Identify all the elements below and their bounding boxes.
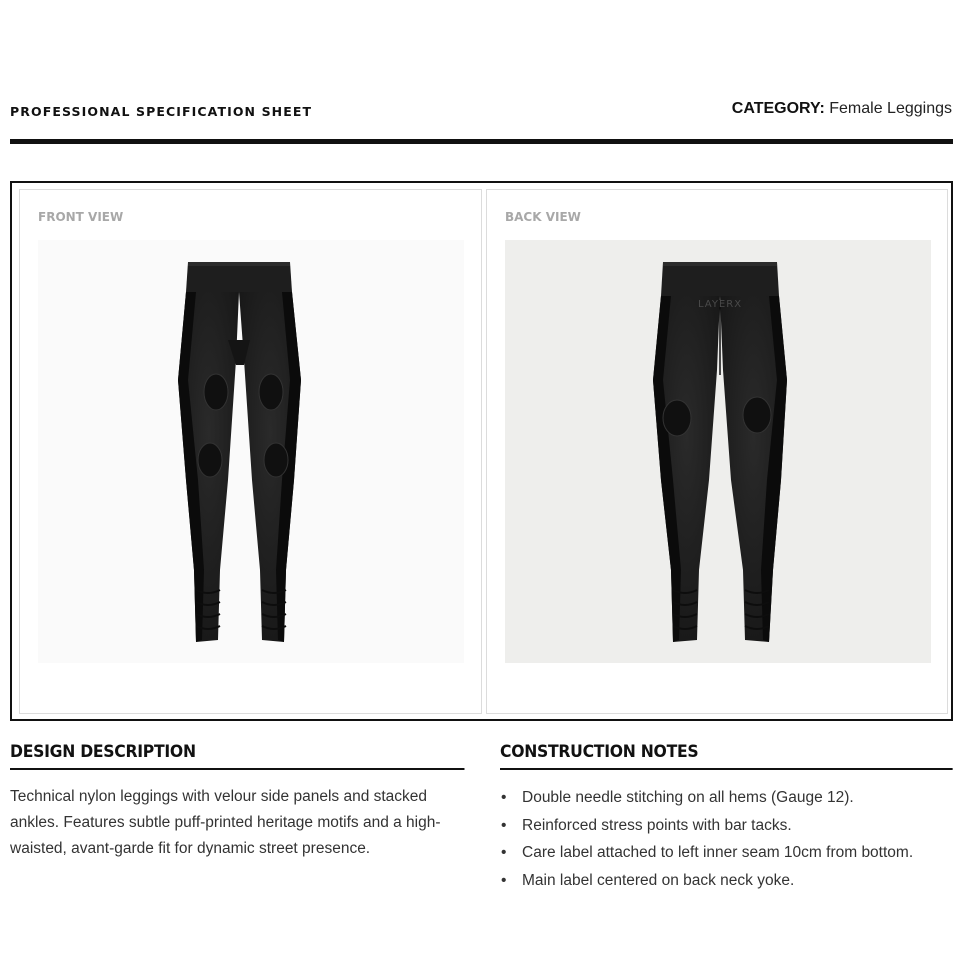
views-frame — [10, 181, 953, 721]
design-description-text: Technical nylon leggings with velour side panels and stacked ankles. Features subtle puff-printed heritage motifs and a high-waisted, avant-garde fit for dynamic street presence. — [10, 788, 441, 857]
front-view-panel — [19, 189, 482, 714]
back-view-panel — [486, 189, 948, 714]
construction-notes-heading: CONSTRUCTION NOTES — [500, 742, 953, 770]
front-view-image — [38, 240, 464, 663]
sheet-header — [10, 98, 952, 122]
back-view-image — [505, 240, 931, 663]
construction-note: • Double needle stitching on all hems (Gauge 12). — [500, 784, 953, 812]
category-field — [732, 100, 952, 118]
leggings-back-illustration — [505, 240, 931, 663]
design-description-section — [10, 742, 465, 862]
design-description-heading: DESIGN DESCRIPTION — [10, 742, 465, 770]
header-divider — [10, 139, 953, 144]
category-label: CATEGORY: — [731, 100, 825, 117]
document-title: PROFESSIONAL SPECIFICATION SHEET — [10, 104, 313, 119]
construction-notes-list — [500, 784, 953, 894]
waistband-logo: LAYERX — [697, 299, 743, 310]
back-view-label: BACK VIEW — [505, 210, 581, 224]
leggings-front-illustration — [38, 240, 464, 663]
construction-note: • Reinforced stress points with bar tacks. — [500, 812, 953, 840]
construction-notes-section — [500, 742, 953, 894]
front-view-label: FRONT VIEW — [38, 210, 124, 224]
category-value: Female Leggings — [829, 100, 952, 117]
construction-note: • Main label centered on back neck yoke. — [500, 867, 953, 895]
construction-note: • Care label attached to left inner seam 10cm from bottom. — [500, 839, 953, 867]
